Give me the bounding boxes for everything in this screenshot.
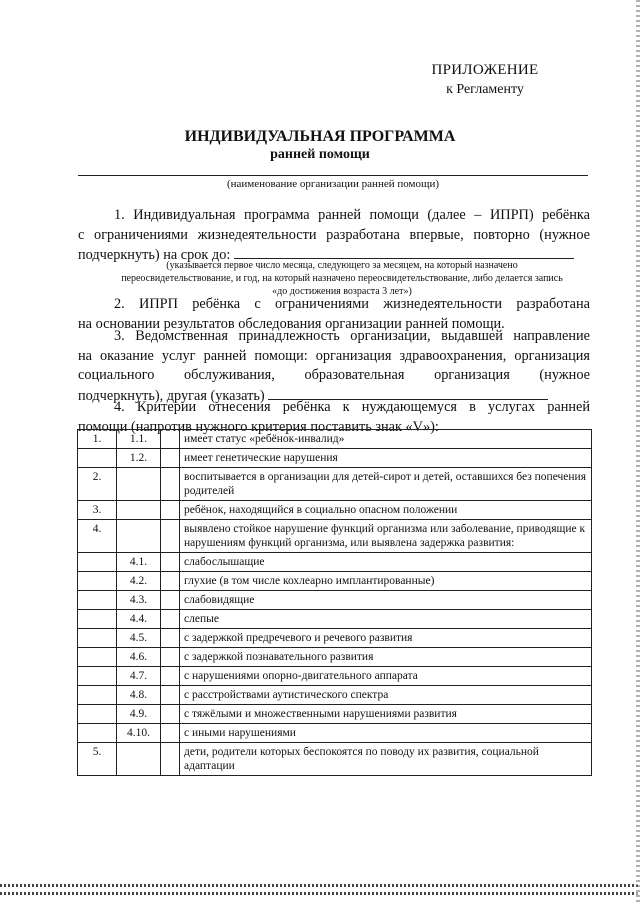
criteria-number xyxy=(78,610,117,629)
criteria-text: с нарушениями опорно-двигательного аппарата xyxy=(180,667,592,686)
paragraph-4-line-1: 4. Критерии отнесения ребёнка к нуждающемуся в услугах ранней xyxy=(114,399,590,415)
criteria-row xyxy=(78,743,592,776)
criteria-row xyxy=(78,686,592,705)
criteria-mark-cell[interactable] xyxy=(161,572,180,591)
criteria-text: с задержкой предречевого и речевого развития xyxy=(180,629,592,648)
criteria-row xyxy=(78,430,592,449)
criteria-subnumber: 1.2. xyxy=(117,449,161,468)
criteria-number xyxy=(78,629,117,648)
organization-name-line xyxy=(78,175,588,176)
criteria-row xyxy=(78,501,592,520)
criteria-mark-cell[interactable] xyxy=(161,449,180,468)
criteria-row xyxy=(78,629,592,648)
criteria-text: слабовидящие xyxy=(180,591,592,610)
criteria-number xyxy=(78,705,117,724)
criteria-row xyxy=(78,572,592,591)
paragraph-3-line-3: социального обслуживания, образовательная организация (нужное xyxy=(78,367,590,383)
criteria-mark-cell[interactable] xyxy=(161,724,180,743)
appendix-subtitle: к Регламенту xyxy=(446,82,524,97)
criteria-subnumber: 4.6. xyxy=(117,648,161,667)
criteria-number xyxy=(78,449,117,468)
criteria-text: выявлено стойкое нарушение функций организма или заболевание, приводящие к нарушениям функций организма, или выявлена задержка развития: xyxy=(180,520,592,553)
criteria-table-body xyxy=(78,430,592,776)
criteria-text: глухие (в том числе кохлеарно имплантированные) xyxy=(180,572,592,591)
criteria-row xyxy=(78,520,592,553)
criteria-number: 3. xyxy=(78,501,117,520)
criteria-number: 4. xyxy=(78,520,117,553)
criteria-mark-cell[interactable] xyxy=(161,501,180,520)
criteria-number: 5. xyxy=(78,743,117,776)
criteria-mark-cell[interactable] xyxy=(161,610,180,629)
criteria-row xyxy=(78,667,592,686)
appendix-header xyxy=(420,60,550,100)
criteria-subnumber xyxy=(117,520,161,553)
criteria-number xyxy=(78,553,117,572)
criteria-mark-cell[interactable] xyxy=(161,520,180,553)
criteria-number xyxy=(78,648,117,667)
criteria-mark-cell[interactable] xyxy=(161,667,180,686)
scan-border-bottom xyxy=(0,884,640,887)
criteria-mark-cell[interactable] xyxy=(161,629,180,648)
term-note-line-3: «до достижения возраста 3 лет») xyxy=(272,286,412,297)
paragraph-1-line-2: с ограничениями жизнедеятельности разработана впервые, повторно (нужное xyxy=(78,226,590,243)
criteria-subnumber xyxy=(117,468,161,501)
document-title: ИНДИВИДУАЛЬНАЯ ПРОГРАММА xyxy=(184,128,456,145)
criteria-text: ребёнок, находящийся в социально опасном положении xyxy=(180,501,592,520)
paragraph-1 xyxy=(78,206,590,266)
criteria-number xyxy=(78,686,117,705)
criteria-number xyxy=(78,724,117,743)
criteria-row xyxy=(78,705,592,724)
criteria-mark-cell[interactable] xyxy=(161,705,180,724)
criteria-subnumber: 4.10. xyxy=(117,724,161,743)
criteria-text: с задержкой познавательного развития xyxy=(180,648,592,667)
criteria-subnumber xyxy=(117,501,161,520)
criteria-row xyxy=(78,724,592,743)
criteria-text: имеет статус «ребёнок-инвалид» xyxy=(180,430,592,449)
appendix-title: ПРИЛОЖЕНИЕ xyxy=(431,62,539,78)
paragraph-2-line-2: на основании результатов обследования организации ранней помощи. xyxy=(78,315,505,332)
criteria-table xyxy=(77,429,592,776)
paragraph-3-line-1: 3. Ведомственная принадлежность организации, выдавшей направление xyxy=(114,328,590,344)
criteria-number xyxy=(78,667,117,686)
criteria-text: с расстройствами аутистического спектра xyxy=(180,686,592,705)
criteria-subnumber xyxy=(117,743,161,776)
term-note-line-2: переосвидетельствование, и год, на который назначено переосвидетельствование, либо делается запись xyxy=(121,273,563,284)
scan-border-bottom-2 xyxy=(0,892,640,895)
criteria-subnumber: 4.9. xyxy=(117,705,161,724)
criteria-subnumber: 4.5. xyxy=(117,629,161,648)
criteria-number: 1. xyxy=(78,430,117,449)
criteria-row xyxy=(78,648,592,667)
criteria-subnumber: 4.4. xyxy=(117,610,161,629)
term-note-line-1: (указывается первое число месяца, следующего за месяцем, на который назначено xyxy=(166,260,518,271)
paragraph-1-line-3-text: подчеркнуть) на срок до: xyxy=(78,247,231,263)
criteria-text: дети, родители которых беспокоятся по поводу их развития, социальной адаптации xyxy=(180,743,592,776)
paragraph-3 xyxy=(78,327,590,406)
criteria-subnumber: 4.3. xyxy=(117,591,161,610)
criteria-mark-cell[interactable] xyxy=(161,743,180,776)
criteria-subnumber: 4.2. xyxy=(117,572,161,591)
criteria-text: воспитывается в организации для детей-сирот и детей, оставшихся без попечения родителей xyxy=(180,468,592,501)
criteria-mark-cell[interactable] xyxy=(161,648,180,667)
criteria-row xyxy=(78,449,592,468)
criteria-number: 2. xyxy=(78,468,117,501)
criteria-mark-cell[interactable] xyxy=(161,553,180,572)
criteria-mark-cell[interactable] xyxy=(161,686,180,705)
paragraph-3-line-4-text: подчеркнуть), другая (указать) xyxy=(78,387,265,404)
criteria-row xyxy=(78,468,592,501)
criteria-text: имеет генетические нарушения xyxy=(180,449,592,468)
criteria-row xyxy=(78,610,592,629)
criteria-row xyxy=(78,591,592,610)
criteria-subnumber: 4.7. xyxy=(117,667,161,686)
term-field[interactable] xyxy=(234,245,574,259)
criteria-mark-cell[interactable] xyxy=(161,430,180,449)
document-subtitle: ранней помощи xyxy=(270,147,370,162)
scan-border-right xyxy=(636,0,640,905)
paragraph-1-line-1: 1. Индивидуальная программа ранней помощи (далее – ИПРП) ребёнка xyxy=(114,207,590,223)
criteria-mark-cell[interactable] xyxy=(161,468,180,501)
term-note xyxy=(112,259,572,298)
paragraph-2-line-1: 2. ИПРП ребёнка с ограничениями жизнедеятельности разработана xyxy=(114,296,590,312)
paragraph-3-line-2: на оказание услуг ранней помощи: организация здравоохранения, организация xyxy=(78,347,590,364)
criteria-row xyxy=(78,553,592,572)
criteria-text: слабослышащие xyxy=(180,553,592,572)
organization-name-caption: (наименование организации ранней помощи) xyxy=(226,178,440,190)
criteria-subnumber: 4.1. xyxy=(117,553,161,572)
criteria-subnumber: 4.8. xyxy=(117,686,161,705)
criteria-number xyxy=(78,572,117,591)
paragraph-4-line-2: помощи (напротив нужного критерия поставить знак «V»): xyxy=(78,418,439,435)
criteria-number xyxy=(78,591,117,610)
criteria-text: с тяжёлыми и множественными нарушениями развития xyxy=(180,705,592,724)
criteria-text: с иными нарушениями xyxy=(180,724,592,743)
criteria-subnumber: 1.1. xyxy=(117,430,161,449)
criteria-text: слепые xyxy=(180,610,592,629)
criteria-mark-cell[interactable] xyxy=(161,591,180,610)
